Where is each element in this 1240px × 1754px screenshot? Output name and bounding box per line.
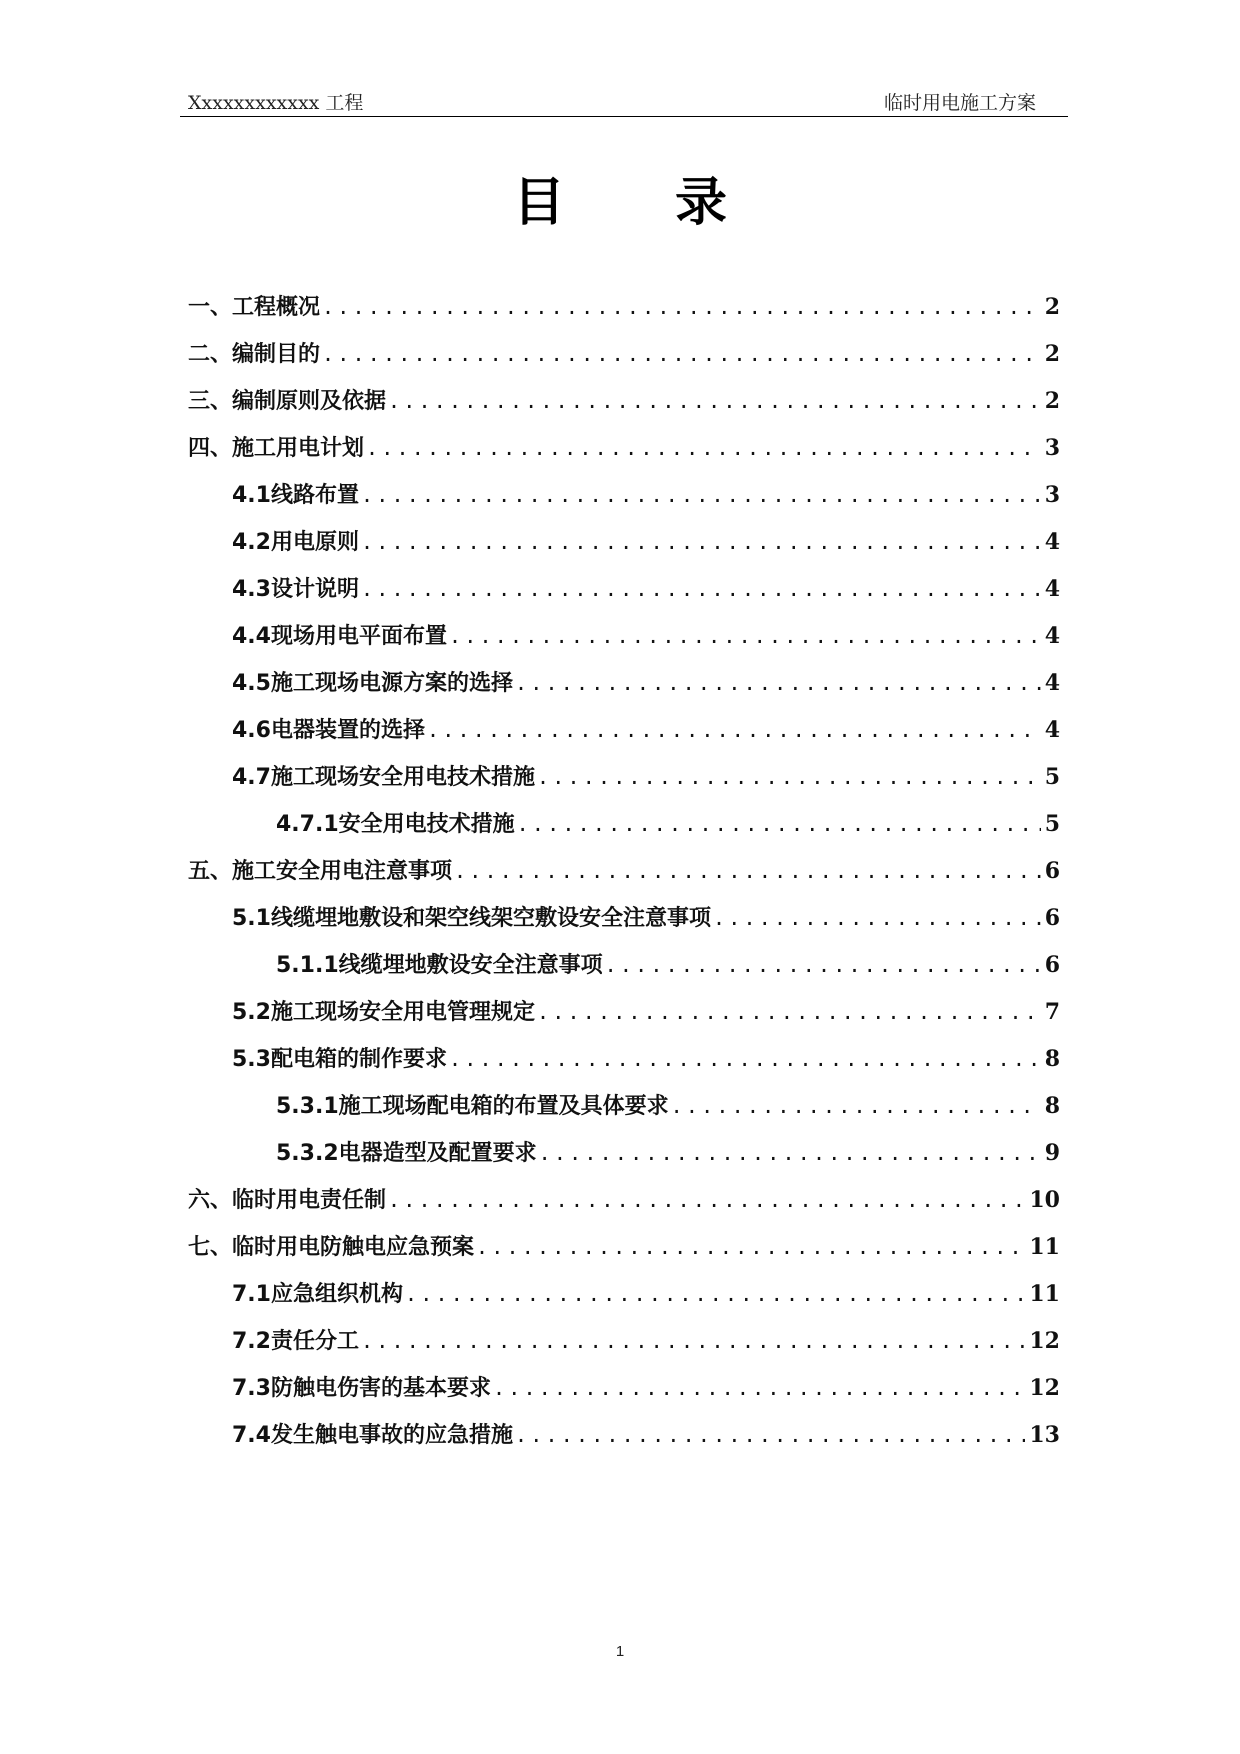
toc-dot-leader [537,1000,1041,1024]
toc-entry-label: 5.3.2电器造型及配置要求 [276,1141,537,1166]
toc-entry[interactable] [188,713,1060,760]
page-number: 1 [615,1643,625,1660]
toc-entry-label: 5.3.1施工现场配电箱的布置及具体要求 [276,1094,669,1119]
toc-entry-page: 3 [1044,482,1060,508]
toc-entry-page: 2 [1044,388,1060,414]
toc-dot-leader [361,1329,1025,1353]
toc-dot-leader [388,389,1041,413]
toc-entry-page: 7 [1044,999,1060,1025]
toc-entry-page: 9 [1044,1140,1060,1166]
toc-entry-label: 7.2责任分工 [232,1329,359,1354]
toc-dot-leader [476,1235,1025,1259]
toc-entry-page: 4 [1044,529,1060,555]
page-header [180,88,1068,117]
toc-dot-leader [322,342,1041,366]
toc-entry-label: 四、施工用电计划 [188,436,365,461]
toc-entry-page: 8 [1044,1093,1060,1119]
toc-entry-page: 8 [1044,1046,1060,1072]
toc-entry-label: 七、临时用电防触电应急预案 [188,1235,475,1260]
toc-entry-label: 4.2用电原则 [232,530,359,555]
toc-entry-label: 4.5施工现场电源方案的选择 [232,671,513,696]
toc-dot-leader [493,1376,1025,1400]
page-title: 目 录 [512,173,774,233]
toc-entry-label: 5.2施工现场安全用电管理规定 [232,1000,535,1025]
toc-entry-page: 10 [1029,1187,1060,1213]
toc-entry-page: 11 [1029,1234,1060,1260]
toc-dot-leader [605,953,1041,977]
toc-entry-label: 4.4现场用电平面布置 [232,624,447,649]
toc-dot-leader [322,295,1041,319]
toc-entry[interactable] [188,1230,1060,1277]
toc-entry-page: 4 [1044,623,1060,649]
toc-entry-label: 5.3配电箱的制作要求 [232,1047,447,1072]
toc-entry-label: 5.1.1线缆埋地敷设安全注意事项 [276,953,603,978]
toc-entry-page: 12 [1029,1328,1060,1354]
toc-entry[interactable] [188,1371,1060,1418]
toc-entry-label: 二、编制目的 [188,342,321,367]
toc-entry[interactable] [188,854,1060,901]
header-document-title: 临时用电施工方案 [883,92,1036,114]
toc-dot-leader [515,1423,1025,1447]
toc-entry[interactable] [188,901,1060,948]
toc-entry-label: 4.6电器装置的选择 [232,718,425,743]
toc-entry-page: 6 [1044,905,1060,931]
toc-entry[interactable] [188,384,1060,431]
toc-entry-label: 4.7.1安全用电技术措施 [276,812,515,837]
toc-entry-page: 5 [1044,811,1060,837]
toc-entry[interactable] [188,1089,1060,1136]
toc-entry-page: 6 [1044,858,1060,884]
header-project-name: Xxxxxxxxxxxx 工程 [188,92,364,114]
toc-entry[interactable] [188,478,1060,525]
toc-dot-leader [713,906,1041,930]
toc-entry-page: 12 [1029,1375,1060,1401]
toc-dot-leader [361,483,1041,507]
toc-entry[interactable] [188,1042,1060,1089]
toc-entry-page: 3 [1044,435,1060,461]
toc-entry[interactable] [188,1136,1060,1183]
toc-entry[interactable] [188,995,1060,1042]
toc-entry-page: 5 [1044,764,1060,790]
toc-entry[interactable] [188,1183,1060,1230]
toc-entry-page: 4 [1044,670,1060,696]
toc-entry-page: 11 [1029,1281,1060,1307]
toc-entry[interactable] [188,948,1060,995]
toc-entry-label: 7.4发生触电事故的应急措施 [232,1423,513,1448]
toc-entry-page: 13 [1029,1422,1060,1448]
toc-dot-leader [517,812,1041,836]
toc-entry-label: 7.1应急组织机构 [232,1282,403,1307]
toc-dot-leader [449,1047,1041,1071]
toc-dot-leader [449,624,1041,648]
toc-dot-leader [537,765,1041,789]
toc-dot-leader [427,718,1041,742]
toc-dot-leader [388,1188,1025,1212]
toc-entry[interactable] [188,1277,1060,1324]
toc-entry[interactable] [188,807,1060,854]
toc-entry-page: 6 [1044,952,1060,978]
toc-dot-leader [539,1141,1041,1165]
toc-entry-label: 7.3防触电伤害的基本要求 [232,1376,491,1401]
toc-dot-leader [361,530,1041,554]
toc-entry-label: 五、施工安全用电注意事项 [188,859,453,884]
toc-entry[interactable] [188,525,1060,572]
toc-entry-label: 六、临时用电责任制 [188,1188,387,1213]
toc-entry[interactable] [188,290,1060,337]
toc-entry-page: 4 [1044,717,1060,743]
toc-entry[interactable] [188,666,1060,713]
toc-entry-label: 5.1线缆埋地敷设和架空线架空敷设安全注意事项 [232,906,711,931]
toc-entry-label: 4.1线路布置 [232,483,359,508]
toc-entry-page: 2 [1044,341,1060,367]
toc-dot-leader [361,577,1041,601]
toc-entry-page: 2 [1044,294,1060,320]
toc-entry[interactable] [188,760,1060,807]
toc-dot-leader [366,436,1041,460]
toc-entry-label: 4.7施工现场安全用电技术措施 [232,765,535,790]
toc-entry[interactable] [188,431,1060,478]
toc-entry-page: 4 [1044,576,1060,602]
toc-entry-label: 4.3设计说明 [232,577,359,602]
toc-entry[interactable] [188,337,1060,384]
table-of-contents [188,290,1060,1465]
toc-entry[interactable] [188,1418,1060,1465]
toc-entry-label: 一、工程概况 [188,295,321,320]
toc-dot-leader [454,859,1041,883]
toc-entry-label: 三、编制原则及依据 [188,389,387,414]
toc-dot-leader [671,1094,1041,1118]
toc-dot-leader [405,1282,1025,1306]
toc-entry[interactable] [188,619,1060,666]
toc-dot-leader [515,671,1041,695]
toc-entry[interactable] [188,572,1060,619]
toc-entry[interactable] [188,1324,1060,1371]
